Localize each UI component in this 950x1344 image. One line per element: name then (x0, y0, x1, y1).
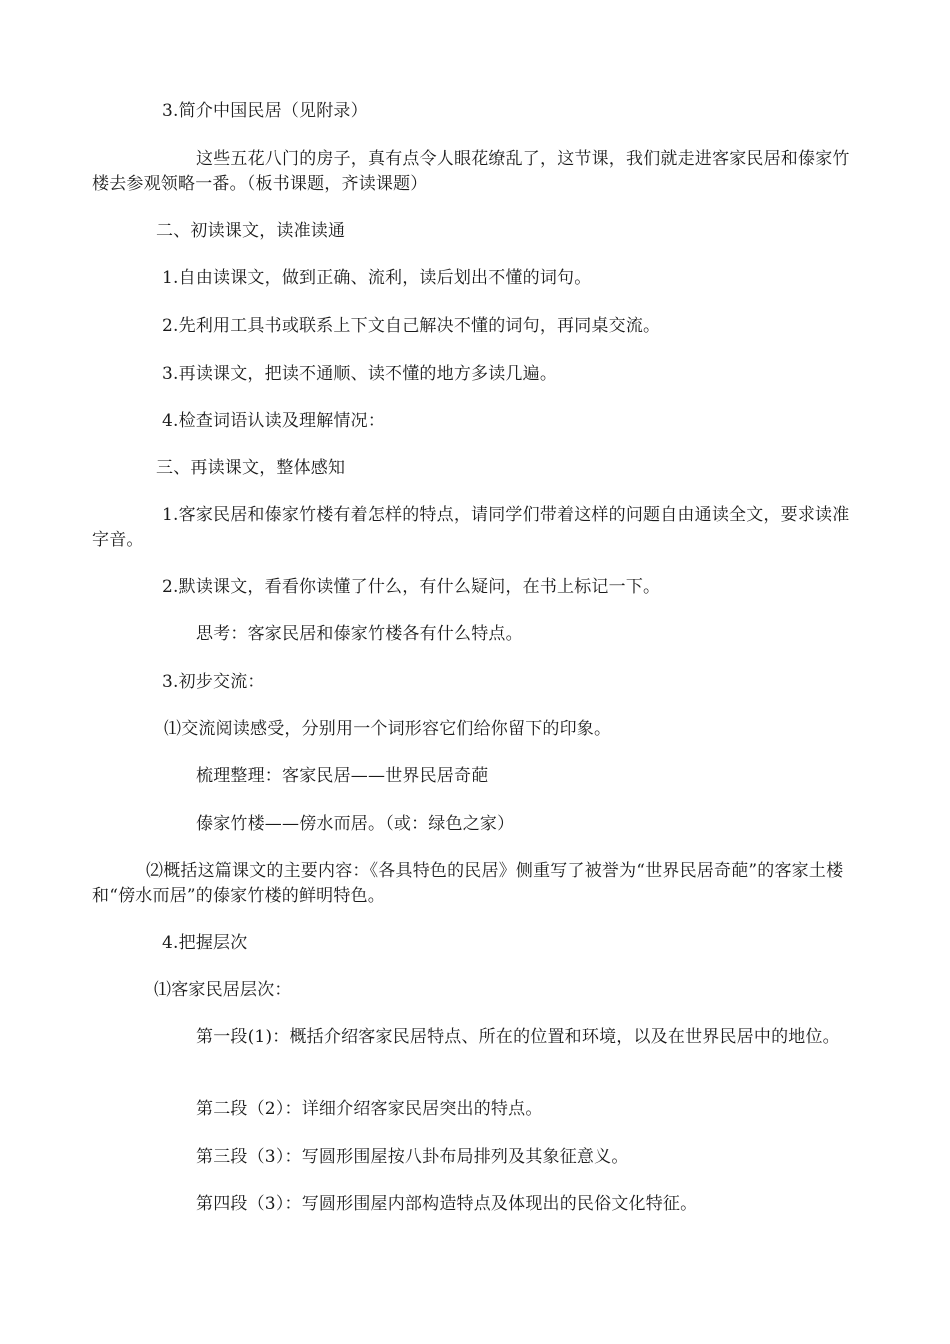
paragraph-intro-dwellings: 3.简介中国民居（见附录） (162, 101, 368, 121)
paragraph-section-1: 第一段(1)：概括介绍客家民居特点、所在的位置和环境，以及在世界民居中的地位。 (196, 1027, 840, 1047)
list-item: 1.客家民居和傣家竹楼有着怎样的特点，请同学们带着这样的问题自由通读全文，要求读准字音。 (92, 505, 850, 550)
sub-item: ⑴客家民居层次： (154, 980, 292, 1000)
list-item: 1.自由读课文，做到正确、流利，读后划出不懂的词句。 (162, 268, 592, 288)
paragraph-lead-in: 这些五花八门的房子，真有点令人眼花缭乱了，这节课，我们就走进客家民居和傣家竹楼去参观领略一番。（板书课题，齐读课题） (92, 149, 850, 194)
section-heading-2: 二、初读课文，读准读通 (156, 221, 346, 241)
paragraph-section-3: 第三段（3）：写圆形围屋按八卦布局排列及其象征意义。 (196, 1147, 629, 1167)
paragraph-summary-hakka: 梳理整理：客家民居——世界民居奇葩 (196, 766, 489, 786)
paragraph-summary-dai: 傣家竹楼——傍水而居。（或：绿色之家） (196, 814, 515, 834)
sub-item: ⑵概括这篇课文的主要内容：《各具特色的民居》侧重写了被誉为“世界民居奇葩”的客家土楼和“傍水而居”的傣家竹楼的鲜明特色。 (92, 861, 844, 906)
paragraph-section-4: 第四段（3）：写圆形围屋内部构造特点及体现出的民俗文化特征。 (196, 1194, 698, 1214)
list-item: 2.默读课文，看看你读懂了什么，有什么疑问，在书上标记一下。 (162, 577, 661, 597)
list-item: 2.先利用工具书或联系上下文自己解决不懂的词句，再同桌交流。 (162, 316, 661, 336)
paragraph-think: 思考：客家民居和傣家竹楼各有什么特点。 (196, 624, 523, 644)
list-item: 4.把握层次 (162, 933, 248, 953)
sub-item: ⑴交流阅读感受，分别用一个词形容它们给你留下的印象。 (164, 719, 612, 739)
list-item: 3.初步交流： (162, 672, 265, 692)
section-heading-3: 三、再读课文，整体感知 (156, 458, 346, 478)
paragraph-section-2: 第二段（2）：详细介绍客家民居突出的特点。 (196, 1099, 543, 1119)
list-item: 3.再读课文，把读不通顺、读不懂的地方多读几遍。 (162, 364, 558, 384)
list-item: 4.检查词语认读及理解情况： (162, 411, 386, 431)
